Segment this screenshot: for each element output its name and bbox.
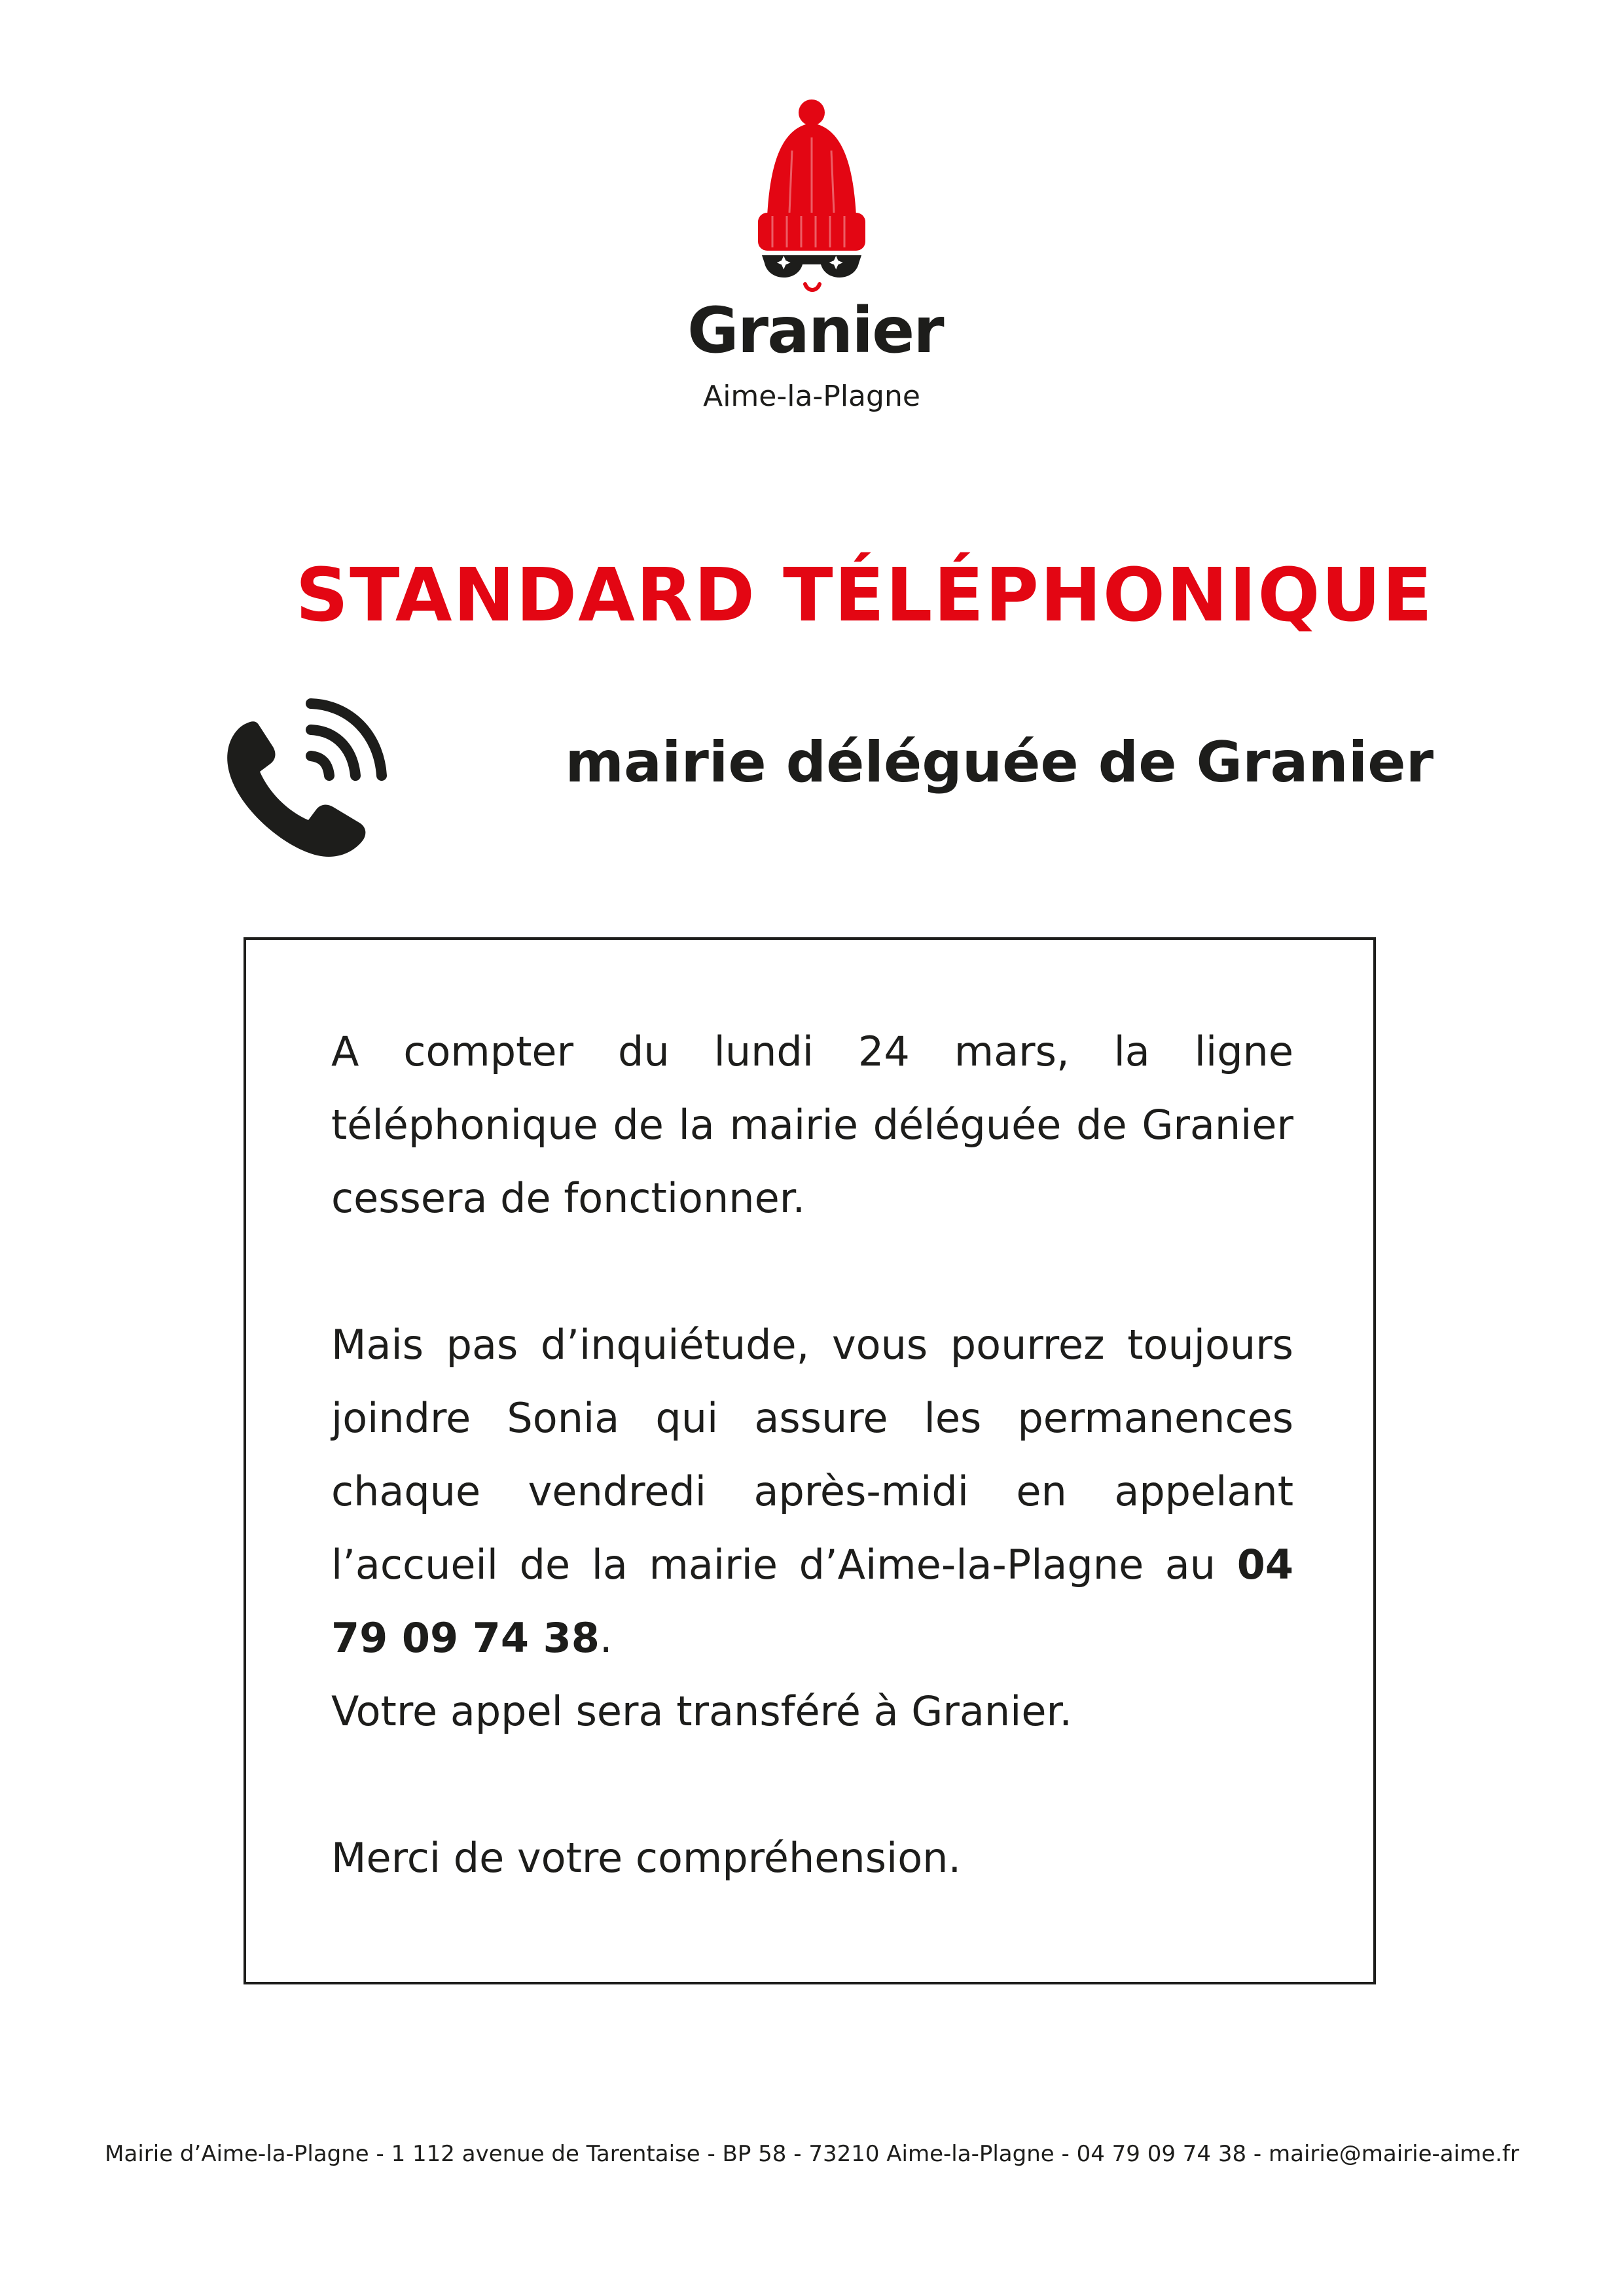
notice-text-segment: Mais pas d’inquiétude, vous pourrez toujours joindre Sonia qui assure les permanences chaque vendredi après-midi en appelant l’accueil de la mairie d’Aime-la-Plagne au: [331, 1321, 1293, 1588]
page-title: STANDARD TÉLÉPHONIQUE: [295, 553, 1434, 638]
phone-ringing-icon: [213, 684, 396, 867]
logo-subtitle: Aime-la-Plagne: [703, 380, 920, 413]
notice-text: [331, 1015, 1293, 1895]
phone-number: 04 79 09 74 38: [331, 1541, 1293, 1662]
notice-text-segment: .: [599, 1614, 613, 1662]
notice-paragraph: A compter du lundi 24 mars, la ligne téléphonique de la mairie déléguée de Granier cessera de fonctionner.: [331, 1028, 1293, 1222]
footer-address: Mairie d’Aime-la-Plagne - 1 112 avenue de Tarentaise - BP 58 - 73210 Aime-la-Plagne - 04 79 09 74 38 - mairie@mairie-aime.fr: [105, 2141, 1519, 2167]
mascot-hat-sunglasses-icon: [753, 98, 871, 295]
logo-name: Granier: [687, 294, 943, 367]
notice-paragraph: Merci de votre compréhension.: [331, 1834, 962, 1882]
notice-paragraph: Votre appel sera transféré à Granier.: [331, 1687, 1072, 1735]
notice-paragraph: [331, 1308, 1293, 1675]
office-subtitle: mairie déléguée de Granier: [565, 730, 1434, 795]
notice-box: [244, 937, 1376, 1984]
logo: [687, 98, 943, 425]
